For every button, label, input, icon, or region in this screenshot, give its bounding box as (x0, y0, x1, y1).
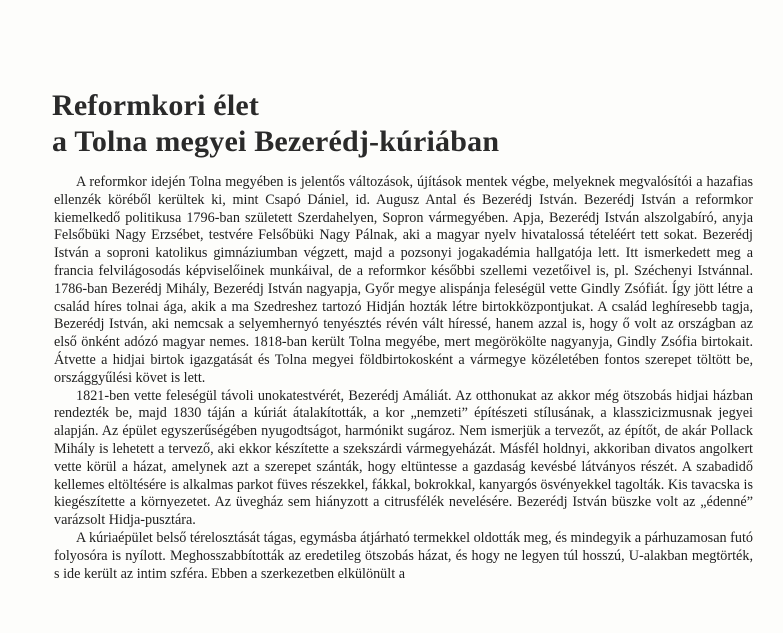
paragraph-3: A kúriaépület belső térelosztását tágas, egymásba átjárható termekkel oldották meg, és mindegyik a párhuzamosan futó folyosóra is nyílott. Meghosszabbították az eredetileg ötszobás házat, és hogy ne legyen túl hosszú, U-alakban megtörték, s ide került az intim szféra. Ebben a szerkezetben elkülönült a (54, 529, 753, 582)
article-title (52, 88, 752, 160)
article-body (54, 174, 753, 583)
paragraph-1: A reformkor idején Tolna megyében is jelentős változások, újítások mentek végbe, melyeknek megvalósítói a hazafias ellenzék köréből kerültek ki, mint Csapó Dániel, id. Augusz Antal és Bezerédj István. Bezerédj István a reformkor kiemelkedő politikusa 1796-ban született Szerdahelyen, Sopron vármegyében. Apja, Bezerédj István alszolgabíró, anyja Felsőbüki Nagy Erzsébet, testvére Felsőbüki Nagy Pálnak, aki a magyar nyelv hivatalossá tételéért tett sokat. Bezerédj István a soproni katolikus gimnáziumban végzett, majd a pozsonyi jogakadémia hallgatója lett. Itt ismerkedett meg a francia felvilágosodás képviselőinek munkáival, de a reformkor későbbi szellemi vezetőivel is, pl. Széchenyi Istvánnal. 1786-ban Bezerédj Mihály, Bezerédj István nagyapja, Győr megye alispánja feleségül vette Gindly Zsófiát. Így jött létre a család híres tolnai ága, akik a ma Szedreshez tartozó Hidján hozták létre birtokközpontjukat. A család leghíresebb tagja, Bezerédj István, aki nemcsak a selyemhernyó tenyésztés révén vált híressé, hanem azzal is, hogy ő volt az országban az első önként adózó magyar nemes. 1818-ban került Tolna megyébe, mert megörökölte nagyanyja, Gindly Zsófia birtokait. Átvette a hidjai birtok igazgatását és Tolna megyei földbirtokosként a vármegye közéletében fontos szerepet töltött be, országgyűlési követ is lett. (54, 174, 753, 386)
article-title-line-1: Reformkori élet (52, 89, 260, 122)
paragraph-2: 1821-ben vette feleségül távoli unokatestvérét, Bezerédj Amáliát. Az otthonukat az akkor még ötszobás hidjai házban rendezték be, majd 1830 táján a kúriát átalakították, a kor „nemzeti” építészeti stílusának, a klasszicizmusnak jegyei alapján. Az épület egyszerűségében nyugodtságot, harmónikt sugároz. Nem ismerjük a tervezőt, az építőt, de akár Pollack Mihály is lehetett a tervező, aki ekkor készítette a szekszárdi vármegyeházát. Másfél holdnyi, akkoriban divatos angolkert vette körül a házat, amelynek azt a szerepet szánták, hogy eltüntesse a gazdaság kevésbé látványos részét. A szabadidő kellemes eltöltésére is alkalmas parkot füves részekkel, fákkal, bokrokkal, kanyargós ösvényekkel tagolták. Kis tavacska is kiegészítette a környezetet. Az üvegház sem hiányzott a citrusfélék nevelésére. Bezerédj István büszke volt az „édenné” varázsolt Hidja-pusztára. (54, 387, 753, 529)
article-title-line-2: a Tolna megyei Bezerédj-kúriában (52, 125, 500, 158)
